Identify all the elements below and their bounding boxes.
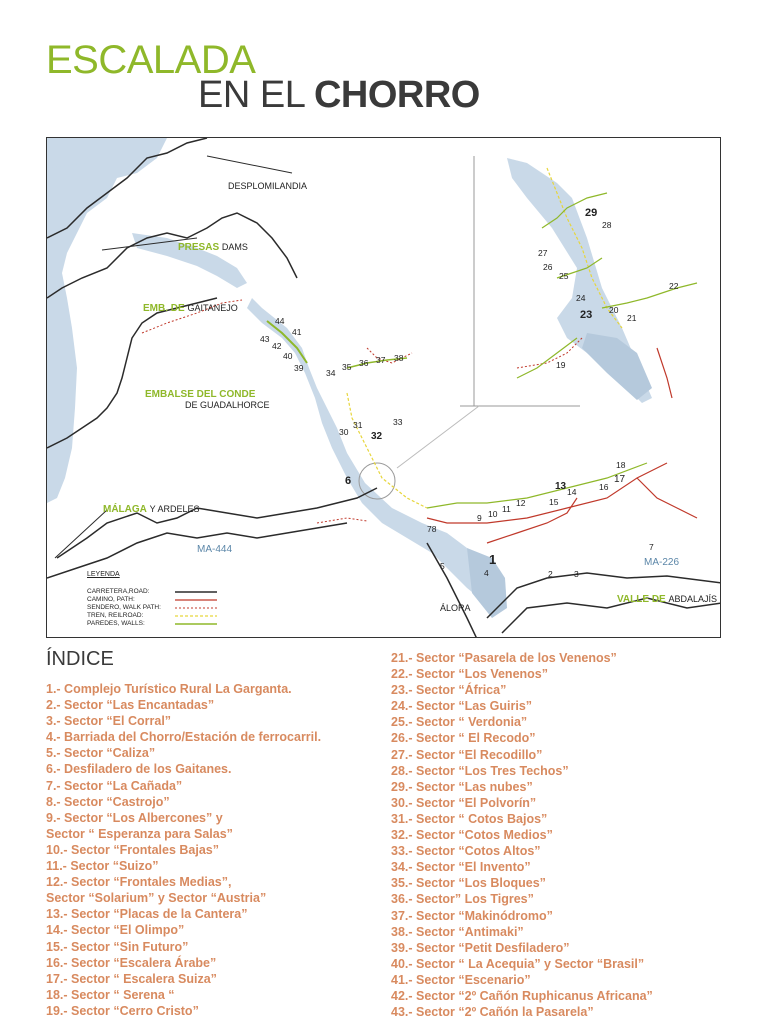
index-heading: ÍNDICE [46, 648, 114, 670]
list-item: 33.- Sector “Cotos Altos” [391, 844, 541, 859]
label-ma226: MA-226 [644, 557, 680, 568]
list-item: 34.- Sector “El Invento” [391, 860, 531, 875]
list-item: 15.- Sector “Sin Futuro” [46, 939, 189, 954]
list-item: 26.- Sector “ El Recodo” [391, 731, 536, 746]
legend-walk-path: SENDERO, WALK PATH: [87, 604, 161, 611]
label-malaga-en: Y ARDELES [149, 504, 200, 514]
list-item: 27.- Sector “El Recodillo” [391, 747, 543, 762]
list-item: 38.- Sector “Antimaki” [391, 924, 524, 939]
label-conde: EMBALSE DEL CONDE [145, 389, 256, 400]
sector-3: 3 [574, 569, 579, 579]
list-item: 8.- Sector “Castrojo” [46, 794, 170, 809]
label-valle [617, 594, 717, 605]
list-item: 13.- Sector “Placas de la Cantera” [46, 907, 248, 922]
sector-27: 27 [538, 248, 548, 258]
list-item: 43.- Sector “2º Cañón la Pasarela” [391, 1005, 594, 1020]
sector-40: 40 [283, 351, 293, 361]
sector-44: 44 [275, 316, 285, 326]
label-alora: ÁLORA [440, 603, 471, 613]
list-item: 19.- Sector “Cerro Cristo” [46, 1003, 199, 1018]
sector-43: 43 [260, 334, 270, 344]
sector-10: 10 [488, 509, 498, 519]
list-item: 1.- Complejo Turístico Rural La Garganta. [46, 682, 292, 696]
sector-20: 20 [609, 305, 619, 315]
index-right-column [391, 650, 731, 1020]
list-item: Sector “ Esperanza para Salas” [46, 826, 233, 841]
list-item: 18.- Sector “ Serena “ [46, 987, 175, 1002]
label-guadalhorce: DE GUADALHORCE [185, 400, 270, 410]
title-bold: CHORRO [313, 74, 480, 116]
list-item: 16.- Sector “Escalera Árabe” [46, 955, 217, 970]
sector-78: 78 [427, 524, 437, 534]
label-valle-en: ABDALAJÍS [668, 594, 718, 604]
sector-9: 9 [477, 513, 482, 523]
sector-19: 19 [556, 360, 566, 370]
sector-36: 36 [359, 358, 369, 368]
sector-38: 38 [394, 353, 404, 363]
sector-15: 15 [549, 497, 559, 507]
sector-39: 39 [294, 363, 304, 373]
title-en-el-chorro [198, 74, 480, 116]
sector-18: 18 [616, 460, 626, 470]
list-item: 37.- Sector “Makinódromo” [391, 908, 553, 923]
sector-30: 30 [339, 427, 349, 437]
sector-16: 16 [599, 482, 609, 492]
sector-4: 4 [484, 568, 489, 578]
label-gaitanejo-es: EMB. DE [143, 303, 185, 314]
legend-title: LEYENDA [87, 571, 120, 578]
label-valle-es: VALLE DE [617, 594, 666, 605]
list-item: 32.- Sector “Cotos Medios” [391, 828, 553, 843]
list-item: 5.- Sector “Caliza” [46, 746, 156, 761]
sector-41: 41 [292, 327, 302, 337]
sector-42: 42 [272, 341, 282, 351]
label-gaitanejo [143, 303, 238, 314]
list-item: 40.- Sector “ La Acequia” y Sector “Brasil” [391, 956, 645, 971]
sector-32: 32 [371, 431, 383, 442]
list-item: 31.- Sector “ Cotos Bajos” [391, 811, 548, 826]
list-item: 2.- Sector “Las Encantadas” [46, 698, 215, 713]
list-item: 35.- Sector “Los Bloques” [391, 876, 546, 891]
sector-23: 23 [580, 309, 593, 321]
list-item: Sector “Solarium” y Sector “Austria” [46, 891, 267, 906]
sector-22: 22 [669, 281, 679, 291]
sector-7: 7 [649, 542, 654, 552]
title-escalada: ESCALADA [46, 38, 256, 82]
sector-31: 31 [353, 420, 363, 430]
label-presas-en: DAMS [221, 242, 248, 252]
list-item: 4.- Barriada del Chorro/Estación de ferrocarril. [46, 730, 322, 745]
sector-21: 21 [627, 313, 637, 323]
list-item: 30.- Sector “El Polvorín” [391, 795, 537, 810]
list-item: 6.- Desfiladero de los Gaitanes. [46, 762, 232, 777]
list-item: 14.- Sector “El Olimpo” [46, 923, 185, 938]
legend-path: CAMINO, PATH: [87, 596, 135, 603]
label-malaga [103, 504, 200, 515]
list-item: 22.- Sector “Los Venenos” [391, 667, 548, 682]
sector-26: 26 [543, 262, 553, 272]
sector-25: 25 [559, 271, 569, 281]
sector-37: 37 [376, 355, 386, 365]
list-item: 36.- Sector” Los Tigres” [391, 892, 534, 907]
sector-11: 11 [502, 504, 511, 514]
list-item: 12.- Sector “Frontales Medias”, [46, 875, 232, 890]
list-item: 28.- Sector “Los Tres Techos” [391, 763, 569, 778]
list-item: 41.- Sector “Escenario” [391, 972, 531, 987]
index-left-column [46, 681, 376, 1019]
sector-24: 24 [576, 293, 586, 303]
sector-28: 28 [602, 220, 612, 230]
sector-6: 6 [345, 475, 352, 487]
sector-5: 5 [440, 561, 445, 571]
sector-35: 35 [342, 362, 352, 372]
sector-29: 29 [585, 207, 598, 219]
list-item: 29.- Sector “Las nubes” [391, 779, 533, 794]
sector-17: 17 [614, 474, 626, 485]
legend-walls: PAREDES, WALLS: [87, 620, 145, 627]
sector-12: 12 [516, 498, 526, 508]
climbing-map [46, 137, 721, 638]
list-item: 24.- Sector “Las Guiris” [391, 699, 533, 714]
label-presas [178, 242, 248, 253]
list-item: 10.- Sector “Frontales Bajas” [46, 842, 219, 857]
legend-road: CARRETERA,ROAD: [87, 588, 150, 595]
list-item: 3.- Sector “El Corral” [46, 714, 172, 729]
list-item: 21.- Sector “Pasarela de los Venenos” [391, 651, 617, 665]
label-malaga-es: MÁLAGA [103, 504, 147, 515]
label-desplomilandia: DESPLOMILANDIA [228, 181, 308, 191]
list-item: 9.- Sector “Los Albercones” y [46, 810, 223, 825]
label-ma444: MA-444 [197, 544, 233, 555]
sector-14: 14 [567, 487, 577, 497]
label-presas-es: PRESAS [178, 242, 220, 253]
list-item: 17.- Sector “ Escalera Suiza” [46, 971, 217, 986]
label-gaitanejo-en: GAITANEJO [187, 303, 238, 313]
title-prefix: EN EL [198, 74, 314, 116]
list-item: 11.- Sector “Suizo” [46, 859, 159, 874]
sector-2: 2 [548, 569, 553, 579]
legend-rail: TREN, REILROAD: [87, 612, 144, 619]
sector-1: 1 [489, 552, 497, 567]
legend [87, 588, 161, 628]
sector-33: 33 [393, 417, 403, 427]
sector-34: 34 [326, 368, 336, 378]
list-item: 23.- Sector “África” [391, 683, 507, 698]
list-item: 7.- Sector “La Cañada” [46, 778, 183, 793]
list-item: 42.- Sector “2º Cañón Ruphicanus Africana” [391, 988, 653, 1003]
list-item: 25.- Sector “ Verdonia” [391, 715, 528, 730]
list-item: 39.- Sector “Petit Desfiladero” [391, 940, 570, 955]
sector-13: 13 [555, 481, 567, 492]
